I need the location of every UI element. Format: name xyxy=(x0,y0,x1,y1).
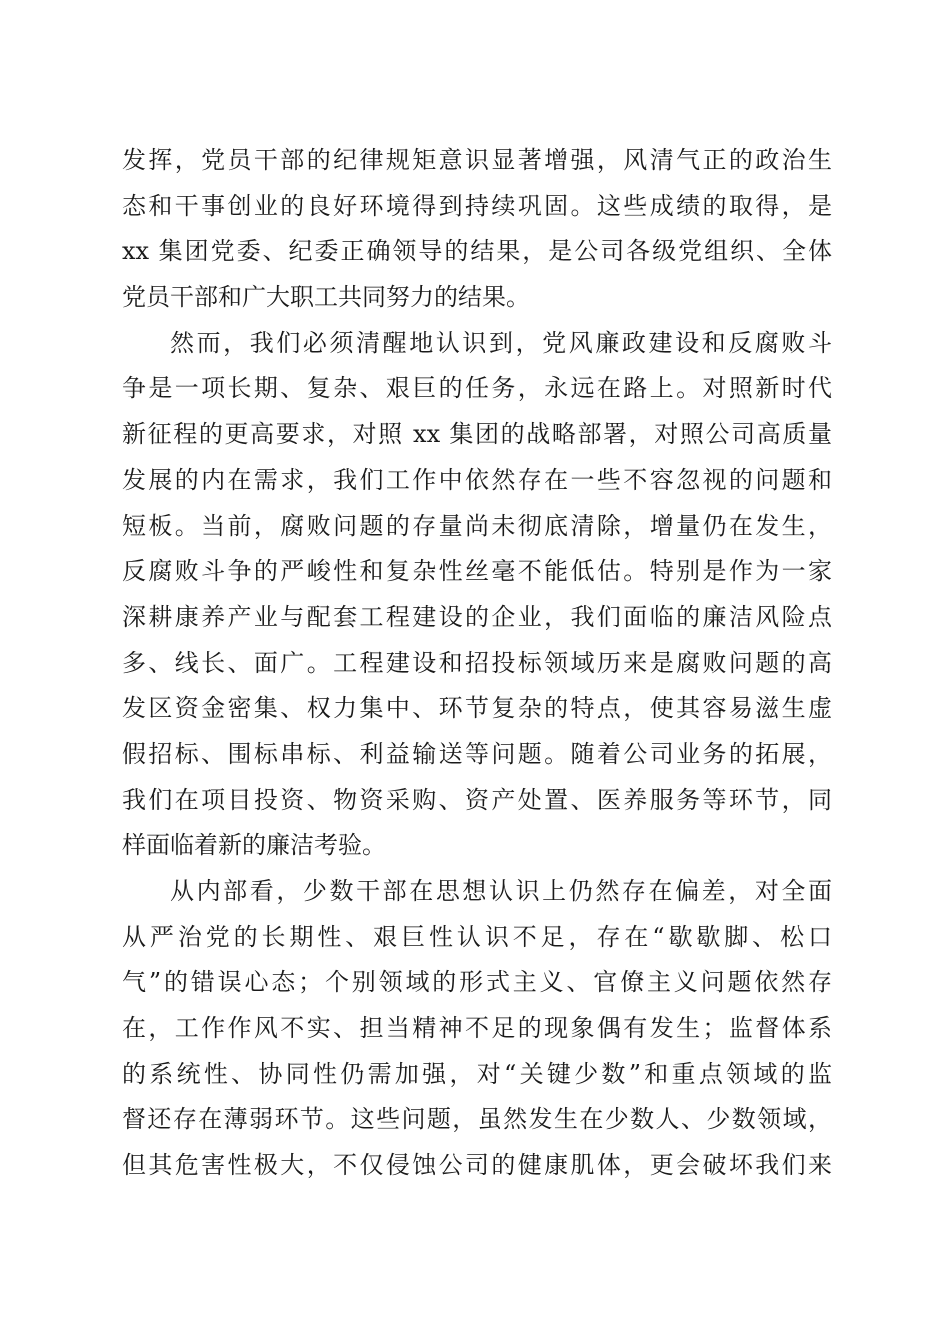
text-line: 气”的错误心态；个别领域的形式主义、官僚主义问题依然存 xyxy=(122,968,832,997)
document-body xyxy=(122,138,832,1189)
text-line: 党员干部和广大职工共同努力的结果。 xyxy=(122,283,530,312)
text-line: 发展的内在需求，我们工作中依然存在一些不容忽视的问题和 xyxy=(122,465,832,494)
text-line: 从内部看，少数干部在思想认识上仍然存在偏差，对全面 xyxy=(170,877,832,905)
text-line: 在，工作作风不实、担当精神不足的现象偶有发生；监督体系 xyxy=(122,1014,832,1043)
text-line: 反腐败斗争的严峻性和复杂性丝毫不能低估。特别是作为一家 xyxy=(122,557,832,586)
text-line: 态和干事创业的良好环境得到持续巩固。这些成绩的取得，是 xyxy=(122,191,832,220)
text-line: 但其危害性极大，不仅侵蚀公司的健康肌体，更会破坏我们来 xyxy=(122,1151,832,1180)
text-line: xx 集团党委、纪委正确领导的结果，是公司各级党组织、全体 xyxy=(122,237,832,266)
text-line: 多、线长、面广。工程建设和招投标领域历来是腐败问题的高 xyxy=(122,648,832,677)
text-line: 争是一项长期、复杂、艰巨的任务，永远在路上。对照新时代 xyxy=(122,374,832,403)
text-line: 发挥，党员干部的纪律规矩意识显著增强，风清气正的政治生 xyxy=(122,146,832,174)
text-line: 督还存在薄弱环节。这些问题，虽然发生在少数人、少数领域， xyxy=(122,1105,832,1134)
text-line: 然而，我们必须清醒地认识到，党风廉政建设和反腐败斗 xyxy=(170,328,832,357)
text-line: 新征程的更高要求，对照 xx 集团的战略部署，对照公司高质量 xyxy=(122,420,832,449)
text-line: 样面临着新的廉洁考验。 xyxy=(122,831,386,860)
text-line: 从严治党的长期性、艰巨性认识不足，存在“歇歇脚、松口 xyxy=(122,922,832,951)
text-line: 深耕康养产业与配套工程建设的企业，我们面临的廉洁风险点 xyxy=(122,602,832,631)
text-line: 假招标、围标串标、利益输送等问题。随着公司业务的拓展， xyxy=(122,739,832,768)
text-line: 的系统性、协同性仍需加强，对“关键少数”和重点领域的监 xyxy=(122,1059,832,1088)
text-line: 我们在项目投资、物资采购、资产处置、医养服务等环节，同 xyxy=(122,785,832,814)
text-line: 短板。当前，腐败问题的存量尚未彻底清除，增量仍在发生， xyxy=(122,511,832,540)
text-line: 发区资金密集、权力集中、环节复杂的特点，使其容易滋生虚 xyxy=(122,694,832,723)
